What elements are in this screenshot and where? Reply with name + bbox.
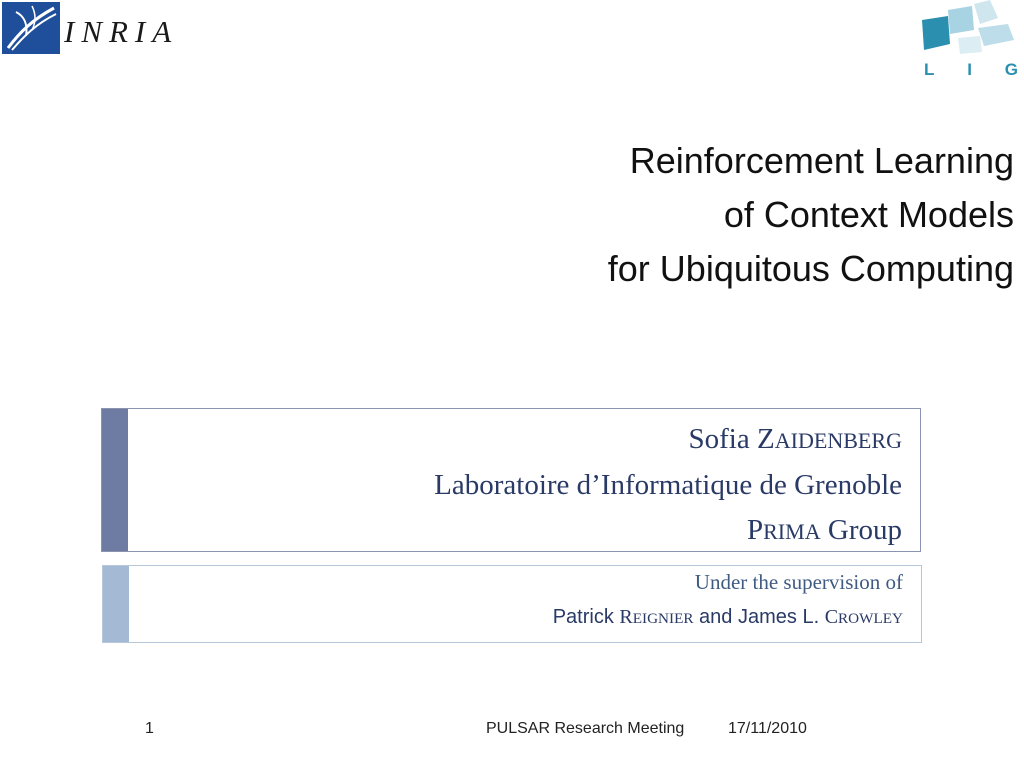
inria-emblem-icon	[2, 2, 60, 54]
author-group	[434, 508, 902, 554]
footer-meeting: PULSAR Research Meeting	[486, 720, 685, 737]
author-last-rest: AIDENBERG	[774, 428, 902, 453]
lig-letter-g: G	[1004, 60, 1018, 79]
sup1-rest: EIGNIER	[632, 610, 694, 627]
author-first-name: Sofia	[688, 423, 757, 455]
group-rest: RIMA	[763, 519, 821, 544]
group-suffix: Group	[820, 514, 902, 546]
lig-letter-i: I	[967, 60, 972, 79]
author-box	[101, 408, 921, 552]
title-line-2: of Context Models	[723, 194, 1014, 235]
title-line-3: for Ubiquitous Computing	[607, 248, 1014, 289]
slide-title	[414, 134, 1014, 296]
author-name	[434, 417, 902, 463]
inria-wordmark: INRIA	[64, 14, 179, 49]
supervisor-connector: and James L.	[693, 606, 825, 628]
lig-mark-icon	[918, 0, 1018, 58]
sup1-first: Patrick	[552, 606, 620, 628]
title-line-1: Reinforcement Learning	[629, 140, 1014, 181]
lig-letter-l: L	[924, 60, 935, 79]
group-initial: P	[746, 514, 764, 546]
slide-number: 1	[145, 720, 154, 737]
lig-logo	[918, 0, 1018, 84]
footer-date: 17/11/2010	[728, 720, 807, 737]
sup1-initial: R	[619, 606, 633, 628]
supervisors	[553, 606, 903, 629]
supervision-intro: Under the supervision of	[694, 570, 903, 594]
author-lab: Laboratoire d’Informatique de Grenoble	[434, 469, 902, 501]
sup2-rest: ROWLEY	[838, 610, 903, 627]
inria-logo	[2, 2, 207, 54]
author-box-accent-bar	[102, 409, 128, 551]
lig-letters	[924, 60, 1018, 80]
sup2-initial: C	[824, 606, 839, 628]
supervision-box-accent-bar	[103, 566, 129, 642]
supervision-box	[102, 565, 922, 643]
author-last-initial: Z	[756, 423, 775, 455]
author-box-text	[434, 417, 902, 554]
